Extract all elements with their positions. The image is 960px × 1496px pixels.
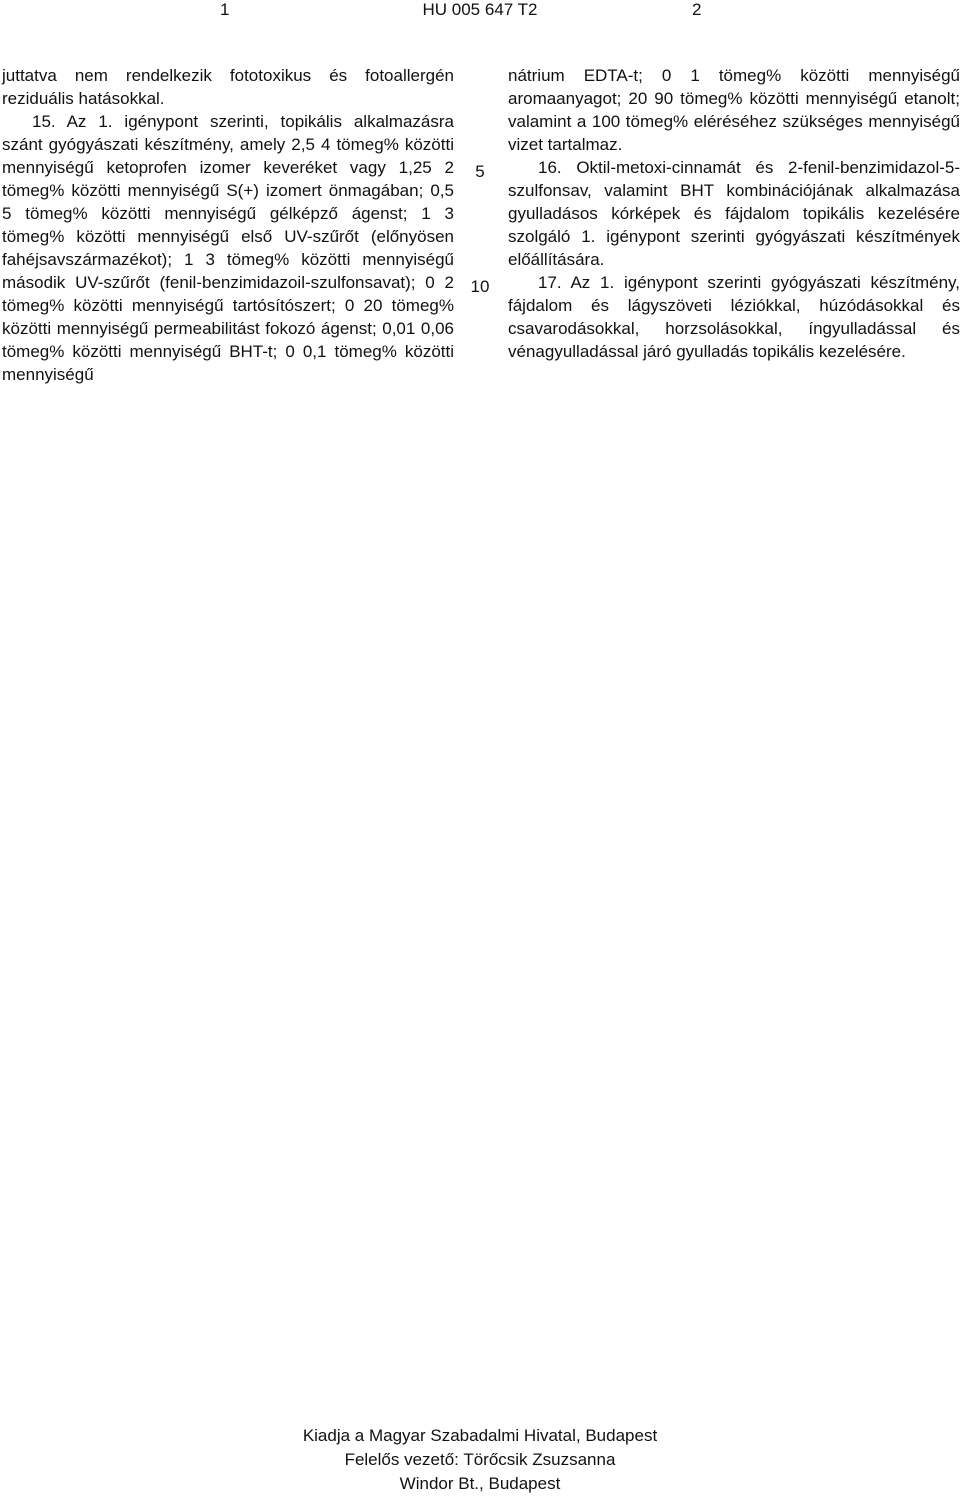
page-number-right: 2: [692, 0, 702, 19]
line-number-10: 10: [470, 277, 490, 296]
claim-17: 17. Az 1. igénypont szerinti gyógyászati készítmény, fájdalom és lágyszöveti léziókkal, húzódásokkal és csavarodásokkal, horzsolásokkal, íngyulladással és vénagyulladással járó gyulladás topikális kezelésére.: [508, 273, 960, 361]
page-header: [0, 0, 960, 30]
right-paragraph-1: nátrium EDTA-t; 0 1 tömeg% közötti mennyiségű aromaanyagot; 20 90 tömeg% közötti mennyiségű etanolt; valamint a 100 tömeg% eléréséhez szükséges mennyiségű vizet tartalmaz.: [508, 66, 960, 154]
footer-responsible: Felelős vezető: Törőcsik Zsuzsanna: [344, 1450, 616, 1469]
footer-printer: Windor Bt., Budapest: [399, 1474, 561, 1493]
claim-16: 16. Oktil-metoxi-cinnamát és 2-fenil-benzimidazol-5-szulfonsav, valamint BHT kombinációjának alkalmazása gyulladásos kórképek és fájdalom topikális kezelésére szolgáló 1. igénypont szerinti gyógyászati készítmények előállítására.: [508, 158, 960, 269]
page-footer: [0, 1424, 960, 1496]
line-number-5: 5: [475, 162, 485, 181]
document-id: HU 005 647 T2: [422, 0, 538, 19]
page-number-left: 1: [220, 0, 230, 19]
claim-15: 15. Az 1. igénypont szerinti, topikális alkalmazásra szánt gyógyászati készítmény, amely 2,5 4 tömeg% közötti mennyiségű ketoprofen izomer keveréket vagy 1,25 2 tömeg% közötti mennyiségű S(+) izomert önmagában; 0,5 5 tömeg% közötti mennyiségű gélképző ágenst; 1 3 tömeg% közötti mennyiségű első UV-szűrőt (előnyösen fahéjsavszármazékot); 1 3 tömeg% közötti mennyiségű második UV-szűrőt (fenil-benzimidazoil-szulfonsavat); 0 2 tömeg% közötti mennyiségű tartósítószert; 0 20 tömeg% közötti mennyiségű permeabilitást fokozó ágenst; 0,01 0,06 tömeg% közötti mennyiségű BHT-t; 0 0,1 tömeg% közötti mennyiségű: [2, 112, 454, 384]
footer-publisher: Kiadja a Magyar Szabadalmi Hivatal, Budapest: [302, 1426, 658, 1445]
left-paragraph-1: juttatva nem rendelkezik fototoxikus és fotoallergén reziduális hatásokkal.: [2, 66, 454, 108]
right-column: [508, 64, 960, 363]
left-column: [2, 64, 454, 386]
